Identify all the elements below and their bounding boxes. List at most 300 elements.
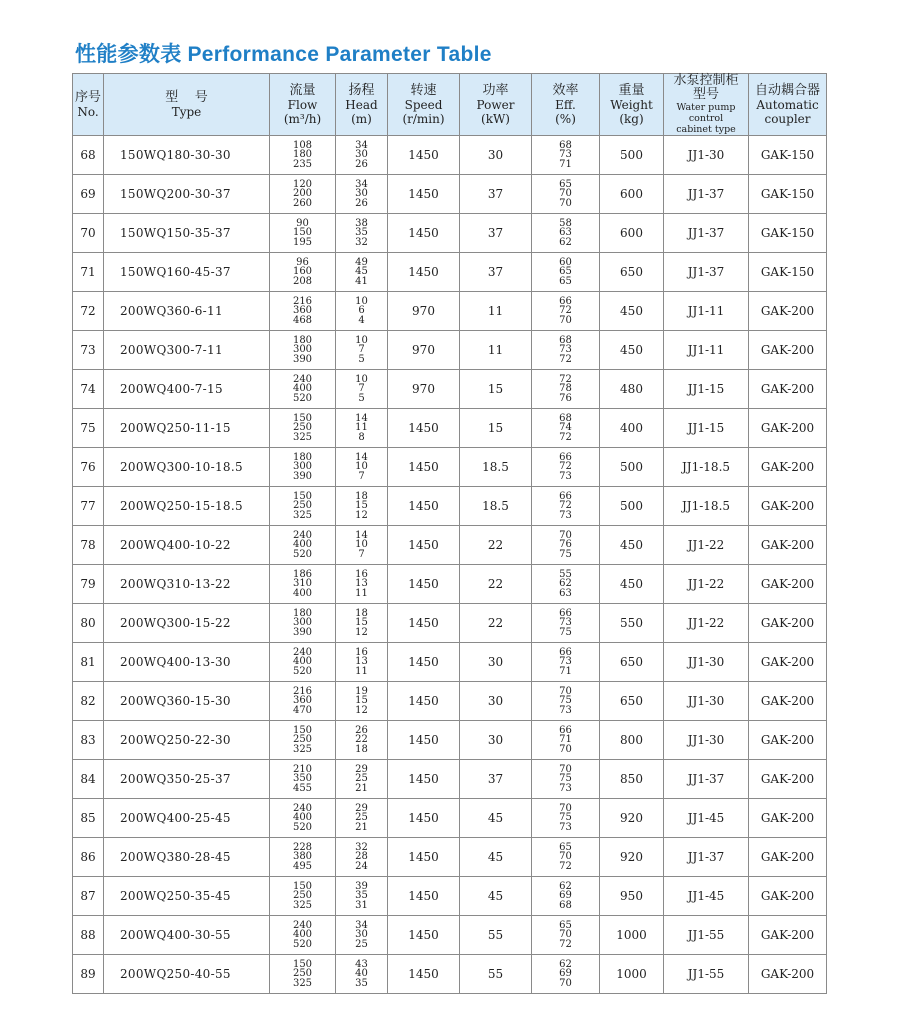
cell-eff-value: 62 <box>559 236 572 248</box>
cell-cabinet: JJ1-11 <box>664 331 749 370</box>
cell-flow-value: 240 <box>292 919 313 931</box>
cell-eff-value: 72 <box>559 353 572 365</box>
table-row <box>73 643 827 682</box>
cell-type: 200WQ350-25-37 <box>104 760 270 799</box>
cell-flow <box>270 682 336 721</box>
cell-coupler: GAK-200 <box>749 682 827 721</box>
cell-speed: 1450 <box>388 721 460 760</box>
cell-eff-value: 70 <box>559 929 572 941</box>
page-title <box>75 38 498 68</box>
cell-flow <box>270 721 336 760</box>
cell-head-value: 29 <box>355 763 368 775</box>
table-row <box>73 526 827 565</box>
cell-head-value: 7 <box>358 470 365 482</box>
cell-flow-value: 150 <box>292 958 313 970</box>
cell-head-value: 21 <box>355 782 368 794</box>
cell-head-value: 15 <box>355 500 368 512</box>
cell-eff-value: 58 <box>559 217 572 229</box>
cell-eff <box>532 799 600 838</box>
cell-power: 37 <box>460 760 532 799</box>
cell-flow-value: 228 <box>292 841 313 853</box>
cell-head-value: 11 <box>355 665 368 677</box>
cell-no: 87 <box>73 877 104 916</box>
cell-coupler: GAK-200 <box>749 292 827 331</box>
cell-head-value: 32 <box>355 841 368 853</box>
cell-head-value: 13 <box>355 578 368 590</box>
cell-type: 200WQ250-22-30 <box>104 721 270 760</box>
cell-head <box>336 838 388 877</box>
cell-cabinet: JJ1-30 <box>664 682 749 721</box>
cell-coupler: GAK-200 <box>749 955 827 994</box>
cell-weight: 800 <box>600 721 664 760</box>
cell-cabinet: JJ1-30 <box>664 643 749 682</box>
cell-flow <box>270 370 336 409</box>
cell-eff-value: 73 <box>559 821 572 833</box>
cell-head-value: 41 <box>355 275 368 287</box>
cell-head-value: 22 <box>355 734 368 746</box>
cell-flow-value: 210 <box>292 763 313 775</box>
cell-power: 11 <box>460 331 532 370</box>
cell-eff-value: 70 <box>559 188 572 200</box>
cell-head-value: 6 <box>358 305 365 317</box>
cell-flow-value: 325 <box>292 509 313 521</box>
cell-eff-value: 75 <box>559 626 572 638</box>
cell-eff <box>532 175 600 214</box>
cell-eff-value: 66 <box>559 451 572 463</box>
cell-flow-value: 250 <box>292 890 313 902</box>
cell-eff-value: 73 <box>559 656 572 668</box>
cell-eff-value: 73 <box>559 470 572 482</box>
cell-flow-value: 350 <box>292 773 313 785</box>
cell-eff-value: 70 <box>559 851 572 863</box>
cell-weight: 650 <box>600 682 664 721</box>
table-row <box>73 253 827 292</box>
cell-type: 200WQ400-30-55 <box>104 916 270 955</box>
cell-weight: 450 <box>600 526 664 565</box>
cell-flow-value: 150 <box>292 490 313 502</box>
cell-coupler: GAK-200 <box>749 448 827 487</box>
cell-coupler: GAK-150 <box>749 136 827 175</box>
cell-coupler: GAK-200 <box>749 877 827 916</box>
cell-coupler: GAK-200 <box>749 643 827 682</box>
cell-weight: 500 <box>600 448 664 487</box>
cell-flow-value: 400 <box>292 587 313 599</box>
header-speed: 转速 Speed (r/min) <box>388 74 460 136</box>
cell-type: 200WQ400-13-30 <box>104 643 270 682</box>
cell-head <box>336 565 388 604</box>
cell-flow <box>270 643 336 682</box>
cell-flow-value: 325 <box>292 977 313 989</box>
table-row <box>73 292 827 331</box>
cell-eff-value: 60 <box>559 256 572 268</box>
cell-cabinet: JJ1-30 <box>664 136 749 175</box>
cell-speed: 1450 <box>388 526 460 565</box>
table-row <box>73 877 827 916</box>
cell-eff-value: 72 <box>559 938 572 950</box>
cell-coupler: GAK-200 <box>749 916 827 955</box>
cell-flow-value: 520 <box>292 938 313 950</box>
cell-power: 11 <box>460 292 532 331</box>
cell-eff-value: 70 <box>559 763 572 775</box>
cell-flow <box>270 799 336 838</box>
table-row <box>73 565 827 604</box>
cell-eff-value: 68 <box>559 334 572 346</box>
cell-flow <box>270 955 336 994</box>
table-row <box>73 838 827 877</box>
table-row <box>73 682 827 721</box>
cell-eff-value: 71 <box>559 158 572 170</box>
cell-head <box>336 136 388 175</box>
cell-eff-value: 66 <box>559 646 572 658</box>
cell-eff <box>532 643 600 682</box>
cell-no: 73 <box>73 331 104 370</box>
cell-no: 69 <box>73 175 104 214</box>
cell-flow <box>270 604 336 643</box>
cell-eff-value: 63 <box>559 227 572 239</box>
cell-speed: 1450 <box>388 214 460 253</box>
cell-weight: 650 <box>600 643 664 682</box>
cell-speed: 1450 <box>388 682 460 721</box>
cell-coupler: GAK-200 <box>749 331 827 370</box>
cell-eff-value: 73 <box>559 782 572 794</box>
cell-flow-value: 180 <box>292 451 313 463</box>
cell-flow-value: 150 <box>292 724 313 736</box>
cell-speed: 970 <box>388 292 460 331</box>
cell-head-value: 5 <box>358 353 365 365</box>
cell-flow-value: 240 <box>292 529 313 541</box>
cell-eff-value: 71 <box>559 665 572 677</box>
cell-power: 45 <box>460 877 532 916</box>
header-coupler: 自动耦合器 Automatic coupler <box>749 74 827 136</box>
cell-weight: 600 <box>600 175 664 214</box>
cell-cabinet: JJ1-37 <box>664 253 749 292</box>
cell-eff <box>532 409 600 448</box>
cell-speed: 1450 <box>388 253 460 292</box>
cell-flow <box>270 448 336 487</box>
cell-eff-value: 70 <box>559 529 572 541</box>
table-header-row <box>73 74 827 136</box>
cell-weight: 400 <box>600 409 664 448</box>
cell-flow-value: 520 <box>292 548 313 560</box>
cell-head-value: 15 <box>355 695 368 707</box>
cell-weight: 920 <box>600 838 664 877</box>
cell-eff <box>532 877 600 916</box>
cell-eff <box>532 370 600 409</box>
cell-head-value: 30 <box>355 149 368 161</box>
cell-head <box>336 799 388 838</box>
cell-type: 200WQ250-11-15 <box>104 409 270 448</box>
cell-flow <box>270 331 336 370</box>
cell-eff-value: 70 <box>559 685 572 697</box>
cell-head-value: 10 <box>355 373 368 385</box>
cell-eff-value: 69 <box>559 968 572 980</box>
cell-head-value: 21 <box>355 821 368 833</box>
cell-head <box>336 253 388 292</box>
cell-head-value: 5 <box>358 392 365 404</box>
cell-flow-value: 300 <box>292 461 313 473</box>
table-row <box>73 487 827 526</box>
cell-weight: 920 <box>600 799 664 838</box>
cell-head <box>336 526 388 565</box>
cell-head-value: 16 <box>355 568 368 580</box>
cell-head-value: 12 <box>355 704 368 716</box>
cell-head-value: 35 <box>355 227 368 239</box>
cell-no: 74 <box>73 370 104 409</box>
cell-head-value: 14 <box>355 529 368 541</box>
cell-flow-value: 300 <box>292 344 313 356</box>
cell-speed: 1450 <box>388 643 460 682</box>
cell-eff <box>532 331 600 370</box>
cell-no: 79 <box>73 565 104 604</box>
cell-flow-value: 495 <box>292 860 313 872</box>
cell-head <box>336 487 388 526</box>
cell-eff-value: 75 <box>559 548 572 560</box>
cell-eff-value: 74 <box>559 422 572 434</box>
cell-power: 30 <box>460 721 532 760</box>
cell-eff-value: 73 <box>559 149 572 161</box>
cell-weight: 450 <box>600 292 664 331</box>
cell-eff-value: 62 <box>559 880 572 892</box>
table-row <box>73 214 827 253</box>
cell-flow <box>270 487 336 526</box>
cell-weight: 550 <box>600 604 664 643</box>
cell-flow-value: 195 <box>292 236 313 248</box>
cell-eff-value: 66 <box>559 607 572 619</box>
cell-type: 200WQ250-15-18.5 <box>104 487 270 526</box>
cell-eff-value: 65 <box>559 841 572 853</box>
cell-power: 45 <box>460 838 532 877</box>
cell-head-value: 26 <box>355 197 368 209</box>
cell-eff-value: 75 <box>559 773 572 785</box>
cell-head-value: 8 <box>358 431 365 443</box>
cell-head-value: 24 <box>355 860 368 872</box>
table-row <box>73 448 827 487</box>
cell-eff <box>532 565 600 604</box>
cell-power: 18.5 <box>460 448 532 487</box>
cell-head-value: 39 <box>355 880 368 892</box>
cell-eff-value: 68 <box>559 412 572 424</box>
cell-head-value: 34 <box>355 139 368 151</box>
cell-head-value: 38 <box>355 217 368 229</box>
cell-head-value: 35 <box>355 890 368 902</box>
cell-head-value: 30 <box>355 929 368 941</box>
cell-cabinet: JJ1-22 <box>664 565 749 604</box>
cell-weight: 500 <box>600 487 664 526</box>
cell-eff-value: 75 <box>559 695 572 707</box>
cell-no: 89 <box>73 955 104 994</box>
cell-eff-value: 70 <box>559 802 572 814</box>
cell-head-value: 18 <box>355 607 368 619</box>
cell-head-value: 18 <box>355 743 368 755</box>
cell-flow-value: 240 <box>292 802 313 814</box>
cell-coupler: GAK-200 <box>749 799 827 838</box>
cell-head-value: 31 <box>355 899 368 911</box>
cell-head-value: 10 <box>355 461 368 473</box>
cell-head-value: 34 <box>355 919 368 931</box>
cell-flow-value: 400 <box>292 812 313 824</box>
cell-head-value: 32 <box>355 236 368 248</box>
cell-eff-value: 68 <box>559 139 572 151</box>
cell-power: 15 <box>460 409 532 448</box>
cell-eff-value: 55 <box>559 568 572 580</box>
cell-speed: 1450 <box>388 604 460 643</box>
cell-cabinet: JJ1-22 <box>664 526 749 565</box>
cell-head-value: 45 <box>355 266 368 278</box>
cell-power: 18.5 <box>460 487 532 526</box>
cell-eff-value: 70 <box>559 197 572 209</box>
cell-flow-value: 180 <box>292 334 313 346</box>
cell-head-value: 10 <box>355 295 368 307</box>
cell-head <box>336 682 388 721</box>
cell-type: 200WQ250-35-45 <box>104 877 270 916</box>
cell-speed: 1450 <box>388 136 460 175</box>
cell-speed: 1450 <box>388 409 460 448</box>
cell-eff-value: 65 <box>559 266 572 278</box>
cell-head-value: 40 <box>355 968 368 980</box>
cell-flow <box>270 838 336 877</box>
cell-eff-value: 72 <box>559 461 572 473</box>
cell-type: 200WQ250-40-55 <box>104 955 270 994</box>
cell-no: 84 <box>73 760 104 799</box>
cell-weight: 450 <box>600 331 664 370</box>
cell-head <box>336 175 388 214</box>
cell-flow-value: 186 <box>292 568 313 580</box>
table-body <box>73 136 827 994</box>
cell-no: 88 <box>73 916 104 955</box>
cell-flow-value: 325 <box>292 743 313 755</box>
cell-no: 81 <box>73 643 104 682</box>
cell-eff-value: 73 <box>559 509 572 521</box>
header-type: 型 号 Type <box>104 74 270 136</box>
cell-head <box>336 370 388 409</box>
cell-type: 200WQ400-25-45 <box>104 799 270 838</box>
cell-flow-value: 400 <box>292 539 313 551</box>
header-no: 序号 No. <box>73 74 104 136</box>
cell-coupler: GAK-200 <box>749 487 827 526</box>
cell-eff-value: 66 <box>559 295 572 307</box>
cell-head-value: 16 <box>355 646 368 658</box>
cell-speed: 970 <box>388 331 460 370</box>
cell-eff-value: 72 <box>559 860 572 872</box>
cell-weight: 650 <box>600 253 664 292</box>
table-row <box>73 799 827 838</box>
cell-coupler: GAK-150 <box>749 214 827 253</box>
cell-flow-value: 250 <box>292 422 313 434</box>
cell-head-value: 12 <box>355 626 368 638</box>
cell-coupler: GAK-200 <box>749 370 827 409</box>
cell-flow-value: 180 <box>292 607 313 619</box>
cell-head-value: 26 <box>355 724 368 736</box>
cell-head-value: 10 <box>355 539 368 551</box>
cell-eff-value: 72 <box>559 431 572 443</box>
cell-coupler: GAK-200 <box>749 565 827 604</box>
header-flow: 流量 Flow (m³/h) <box>270 74 336 136</box>
cell-eff-value: 73 <box>559 704 572 716</box>
cell-cabinet: JJ1-18.5 <box>664 487 749 526</box>
cell-no: 85 <box>73 799 104 838</box>
cell-flow-value: 520 <box>292 392 313 404</box>
title-zh: 性能参数表 <box>75 43 182 66</box>
cell-no: 72 <box>73 292 104 331</box>
cell-eff-value: 65 <box>559 919 572 931</box>
cell-eff-value: 72 <box>559 373 572 385</box>
cell-power: 22 <box>460 604 532 643</box>
cell-head-value: 15 <box>355 617 368 629</box>
cell-power: 30 <box>460 643 532 682</box>
cell-power: 55 <box>460 955 532 994</box>
cell-type: 200WQ400-7-15 <box>104 370 270 409</box>
table-row <box>73 370 827 409</box>
cell-weight: 500 <box>600 136 664 175</box>
cell-type: 150WQ200-30-37 <box>104 175 270 214</box>
cell-no: 70 <box>73 214 104 253</box>
cell-no: 80 <box>73 604 104 643</box>
cell-head <box>336 760 388 799</box>
cell-flow <box>270 916 336 955</box>
cell-flow-value: 360 <box>292 305 313 317</box>
cell-type: 200WQ300-15-22 <box>104 604 270 643</box>
cell-speed: 1450 <box>388 955 460 994</box>
table-row <box>73 331 827 370</box>
cell-flow <box>270 409 336 448</box>
cell-flow-value: 390 <box>292 470 313 482</box>
cell-head-value: 7 <box>358 383 365 395</box>
cell-eff-value: 78 <box>559 383 572 395</box>
cell-head-value: 14 <box>355 451 368 463</box>
cell-weight: 950 <box>600 877 664 916</box>
cell-type: 200WQ360-15-30 <box>104 682 270 721</box>
cell-head-value: 43 <box>355 958 368 970</box>
cell-eff-value: 66 <box>559 724 572 736</box>
cell-flow-value: 520 <box>292 821 313 833</box>
cell-head <box>336 916 388 955</box>
cell-flow-value: 520 <box>292 665 313 677</box>
header-weight: 重量 Weight (kg) <box>600 74 664 136</box>
cell-eff <box>532 526 600 565</box>
cell-no: 77 <box>73 487 104 526</box>
cell-eff-value: 75 <box>559 812 572 824</box>
cell-weight: 1000 <box>600 955 664 994</box>
cell-type: 200WQ310-13-22 <box>104 565 270 604</box>
cell-head-value: 25 <box>355 938 368 950</box>
header-eff: 效率 Eff. (%) <box>532 74 600 136</box>
cell-type: 200WQ300-10-18.5 <box>104 448 270 487</box>
cell-power: 55 <box>460 916 532 955</box>
cell-head-value: 49 <box>355 256 368 268</box>
cell-cabinet: JJ1-22 <box>664 604 749 643</box>
cell-power: 37 <box>460 214 532 253</box>
cell-cabinet: JJ1-37 <box>664 838 749 877</box>
cell-head <box>336 955 388 994</box>
header-cabinet: 水泵控制柜 型号 Water pump control cabinet type <box>664 74 749 136</box>
cell-head <box>336 214 388 253</box>
cell-eff <box>532 292 600 331</box>
cell-no: 78 <box>73 526 104 565</box>
cell-cabinet: JJ1-45 <box>664 799 749 838</box>
cell-flow <box>270 175 336 214</box>
cell-flow <box>270 877 336 916</box>
table-row <box>73 721 827 760</box>
cell-eff-value: 76 <box>559 392 572 404</box>
cell-flow-value: 390 <box>292 353 313 365</box>
cell-flow <box>270 214 336 253</box>
cell-head-value: 29 <box>355 802 368 814</box>
cell-speed: 1450 <box>388 838 460 877</box>
performance-table <box>72 73 827 994</box>
cell-flow-value: 250 <box>292 734 313 746</box>
cell-eff <box>532 136 600 175</box>
cell-flow-value: 455 <box>292 782 313 794</box>
